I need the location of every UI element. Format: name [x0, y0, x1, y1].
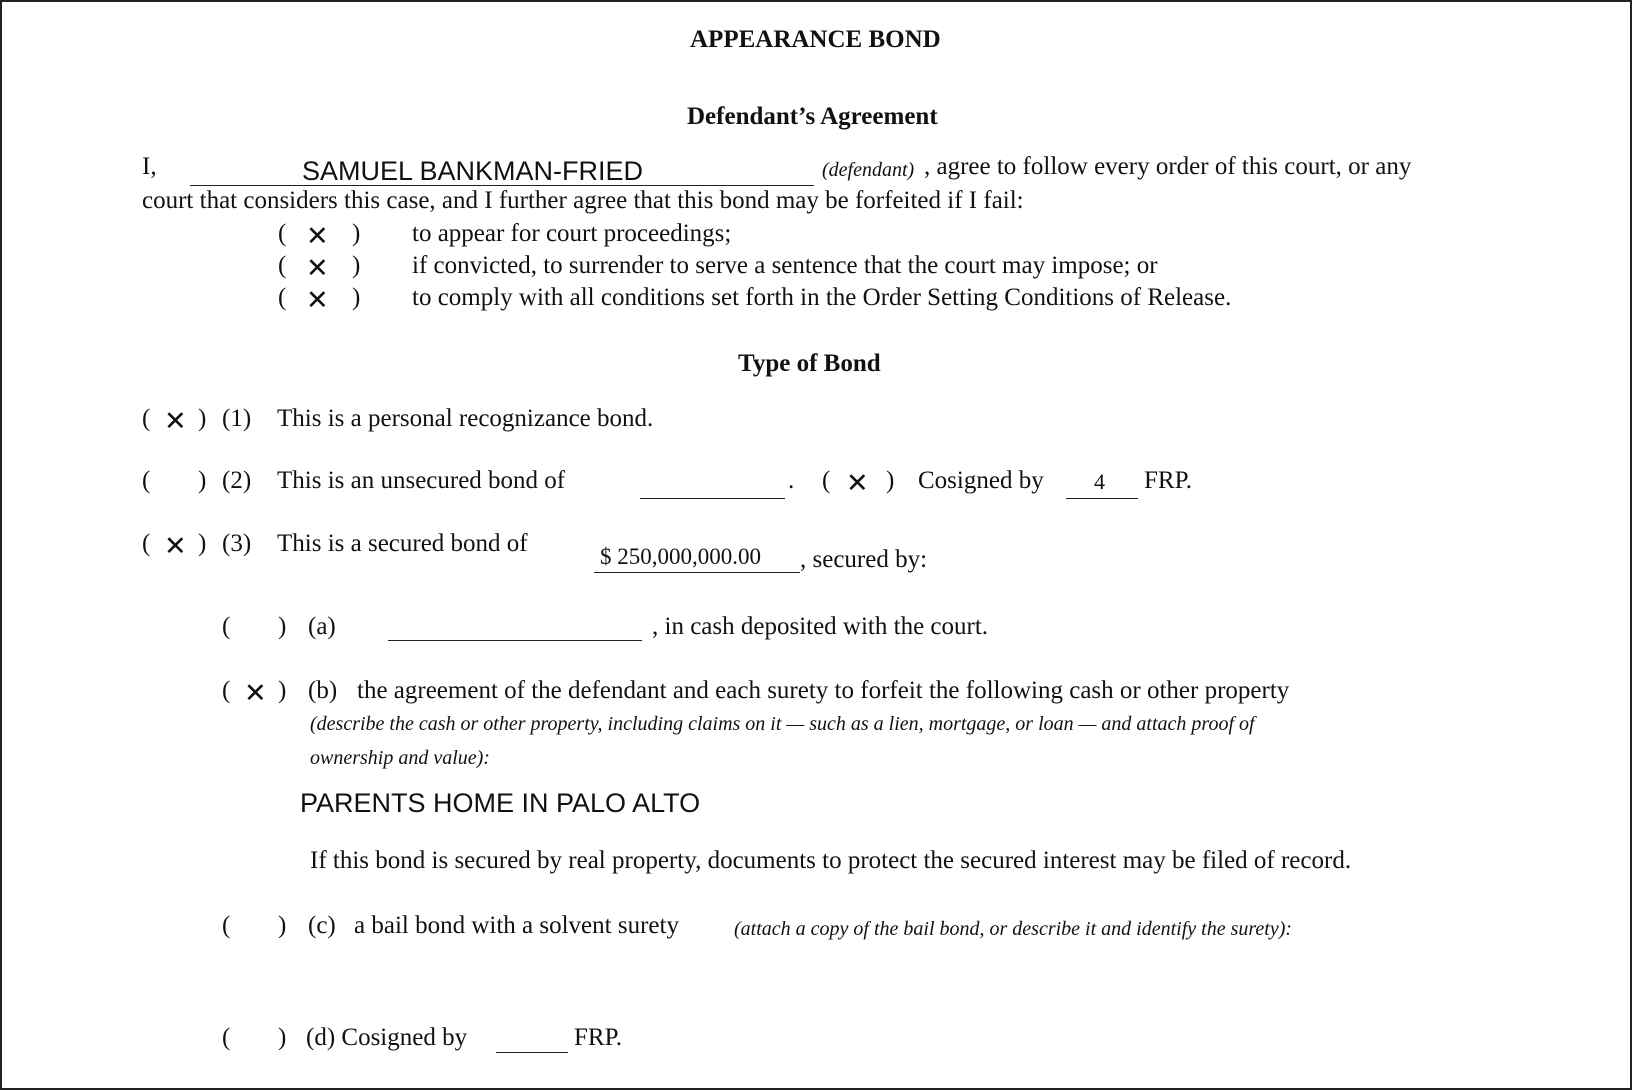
open-paren: (	[142, 467, 151, 494]
close-paren: )	[278, 1024, 287, 1051]
option-3-checkbox-mark[interactable]: ✕	[164, 531, 187, 562]
option-label: (a)	[308, 613, 336, 640]
open-paren: (	[222, 677, 231, 704]
frp-label: FRP.	[574, 1024, 622, 1051]
cosigned-checkbox-mark[interactable]: ✕	[846, 468, 869, 499]
condition-checkbox-mark[interactable]: ✕	[306, 285, 329, 316]
document-title: APPEARANCE BOND	[690, 26, 941, 53]
close-paren: )	[278, 613, 287, 640]
option-text: a bail bond with a solvent surety	[354, 912, 679, 939]
close-paren: )	[278, 912, 287, 939]
agreement-prefix: I,	[142, 153, 157, 180]
agreement-line2: court that considers this case, and I further agree that this bond may be forfeited if I fail:	[142, 187, 1024, 214]
cosigned-label: Cosigned by	[918, 467, 1044, 494]
close-paren: )	[886, 467, 895, 494]
cosigner-count-line	[496, 1052, 568, 1053]
option-text: This is a personal recognizance bond.	[277, 405, 654, 432]
condition-text: to comply with all conditions set forth in the Order Setting Conditions of Release.	[412, 284, 1232, 311]
defendant-label: (defendant)	[822, 159, 915, 181]
agreement-line1-suffix: , agree to follow every order of this court, or any	[924, 153, 1412, 180]
defendant-name-value: SAMUEL BANKMAN-FRIED	[302, 156, 644, 186]
condition-text: to appear for court proceedings;	[412, 220, 732, 247]
option-label: (d) Cosigned by	[306, 1024, 468, 1051]
option-number: (2)	[222, 467, 252, 494]
property-note-line1: (describe the cash or other property, including claims on it — such as a lien, mortgage, or loan — and attach proof of	[310, 713, 1255, 735]
open-paren: (	[142, 405, 151, 432]
option-text: the agreement of the defendant and each surety to forfeit the following cash or other property	[357, 677, 1290, 704]
open-paren: (	[278, 252, 287, 279]
open-paren: (	[278, 284, 287, 311]
property-description: PARENTS HOME IN PALO ALTO	[300, 788, 701, 818]
secured-suffix: , secured by:	[800, 546, 928, 573]
condition-checkbox-mark[interactable]: ✕	[306, 253, 329, 284]
option-1-checkbox-mark[interactable]: ✕	[164, 406, 187, 437]
defendant-agreement-heading: Defendant’s Agreement	[687, 103, 938, 130]
open-paren: (	[222, 912, 231, 939]
cosigner-count-line	[1066, 498, 1138, 499]
cosigner-count: 4	[1094, 469, 1105, 494]
open-paren: (	[222, 1024, 231, 1051]
option-text: This is an unsecured bond of	[277, 467, 566, 494]
close-paren: )	[198, 530, 207, 557]
condition-checkbox-mark[interactable]: ✕	[306, 221, 329, 252]
open-paren: (	[222, 613, 231, 640]
close-paren: )	[198, 467, 207, 494]
close-paren: )	[198, 405, 207, 432]
unsecured-amount-line	[640, 498, 785, 499]
property-note-line2: ownership and value):	[310, 747, 490, 769]
option-label: (c)	[308, 912, 336, 939]
real-property-note: If this bond is secured by real property, documents to protect the secured interest may be filed of record.	[310, 847, 1352, 874]
close-paren: )	[352, 252, 361, 279]
option-b-checkbox-mark[interactable]: ✕	[244, 678, 267, 709]
secured-amount-line	[594, 572, 800, 573]
secured-amount: $ 250,000,000.00	[600, 544, 761, 569]
close-paren: )	[352, 220, 361, 247]
open-paren: (	[822, 467, 831, 494]
cash-amount-line	[388, 640, 642, 641]
close-paren: )	[278, 677, 287, 704]
type-of-bond-heading: Type of Bond	[738, 350, 881, 377]
close-paren: )	[352, 284, 361, 311]
option-label: (b)	[308, 677, 338, 704]
option-text: , in cash deposited with the court.	[652, 613, 989, 640]
option-period: .	[788, 467, 795, 494]
frp-label: FRP.	[1144, 467, 1192, 494]
condition-text: if convicted, to surrender to serve a sentence that the court may impose; or	[412, 252, 1158, 279]
open-paren: (	[142, 530, 151, 557]
option-text: This is a secured bond of	[277, 530, 528, 557]
bail-bond-note: (attach a copy of the bail bond, or describe it and identify the surety):	[734, 918, 1293, 940]
option-number: (1)	[222, 405, 252, 432]
option-number: (3)	[222, 530, 252, 557]
open-paren: (	[278, 220, 287, 247]
